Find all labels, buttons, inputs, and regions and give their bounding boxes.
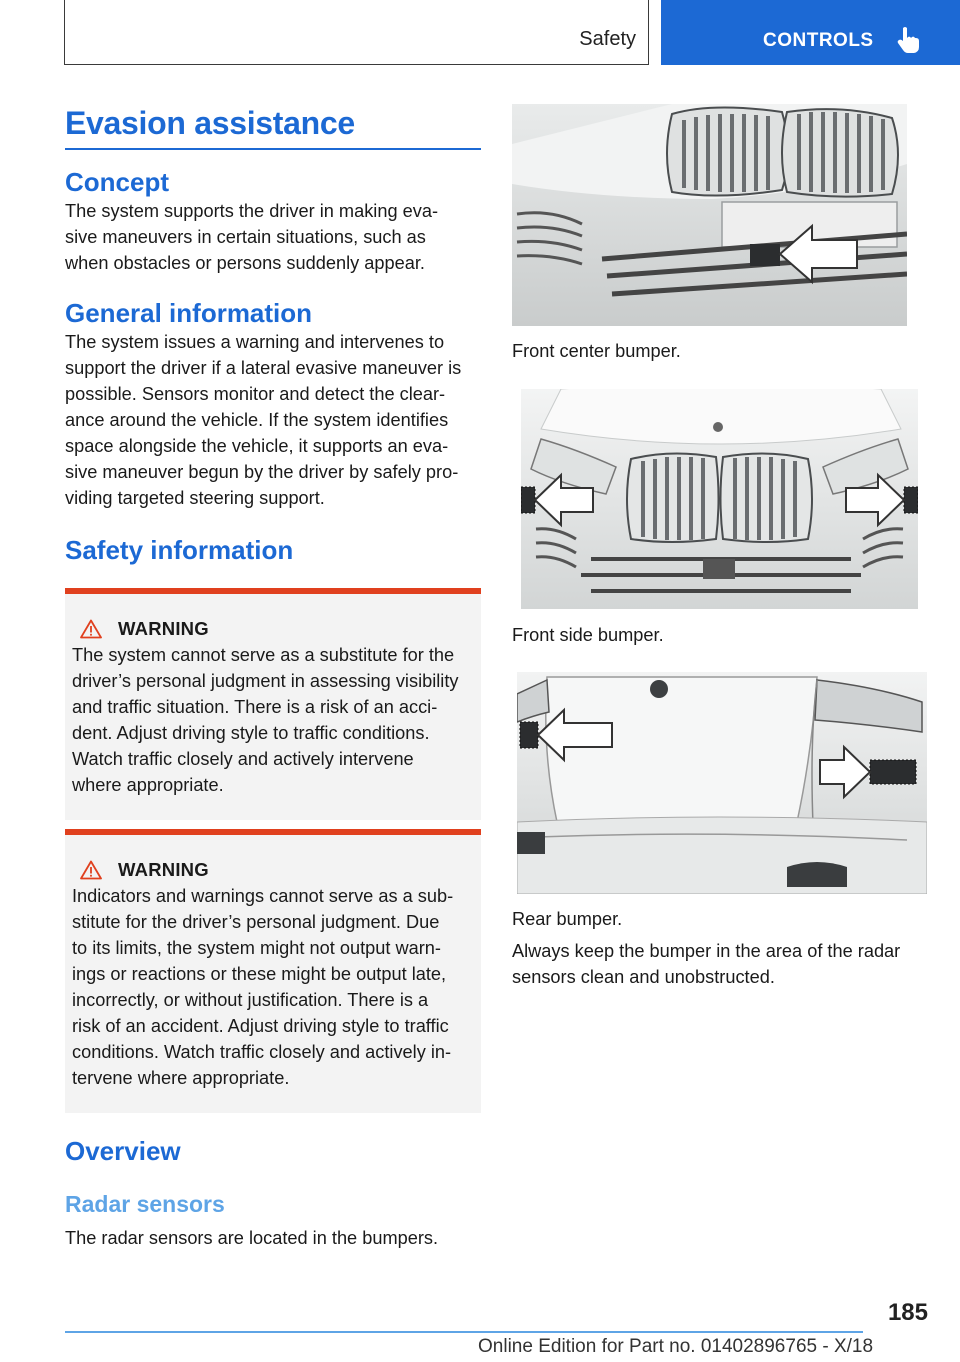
- text-line: sive maneuver begun by the driver by safely pro-: [65, 461, 459, 482]
- hand-pointer-icon: [895, 26, 921, 54]
- text-line: stitute for the driver’s personal judgment. Due: [72, 912, 440, 932]
- footer-edition: Online Edition for Part no. 01402896765 - X/18: [478, 1336, 874, 1357]
- text-line: ance around the vehicle. If the system identifies: [65, 409, 449, 430]
- general-text: [65, 329, 481, 511]
- text-line: space alongside the vehicle, it supports an eva-: [65, 435, 449, 456]
- general-heading: General information: [65, 297, 313, 328]
- text-line: Always keep the bumper in the area of the radar: [512, 941, 901, 961]
- overview-heading: Overview: [65, 1136, 181, 1166]
- header-section-label: Safety: [579, 28, 636, 50]
- text-line: incorrectly, or without justification. There is a: [72, 990, 429, 1010]
- safety-heading: Safety information: [65, 534, 294, 565]
- header-chapter-label: CONTROLS: [763, 30, 874, 51]
- text-line: Indicators and warnings cannot serve as a sub-: [72, 886, 454, 906]
- figure-caption: Front side bumper.: [512, 625, 664, 645]
- text-line: ings or reactions or these might be output late,: [72, 964, 447, 984]
- front-side-bumper-illustration: [521, 389, 918, 609]
- text-line: viding targeted steering support.: [65, 487, 325, 508]
- bumper-care-text: [512, 938, 928, 990]
- header-chapter-tab[interactable]: [661, 0, 960, 65]
- title-rule: [65, 148, 481, 150]
- text-line: driver’s personal judgment in assessing visibility: [72, 671, 459, 691]
- footer-rule: [65, 1331, 863, 1333]
- text-line: sive maneuvers in certain situations, such as: [65, 226, 426, 247]
- warning-header: [72, 857, 473, 883]
- concept-heading: Concept: [65, 166, 169, 197]
- text-line: tervene where appropriate.: [72, 1068, 290, 1088]
- header-section-box: [64, 0, 649, 65]
- left-column: [65, 103, 481, 566]
- text-line: and traffic situation. There is a risk of an acci-: [72, 697, 438, 717]
- warning-title: WARNING: [118, 859, 209, 880]
- warning-text: [72, 642, 473, 798]
- radar-sensors-heading: Radar sensors: [65, 1191, 225, 1217]
- page-title: Evasion assistance: [65, 105, 355, 141]
- text-line: when obstacles or persons suddenly appear.: [65, 252, 425, 273]
- page-number: 185: [887, 1299, 928, 1326]
- text-line: to its limits, the system might not output warn-: [72, 938, 441, 958]
- radar-sensors-text: The radar sensors are located in the bumpers.: [65, 1228, 439, 1248]
- text-line: support the driver if a lateral evasive maneuver is: [65, 357, 462, 378]
- text-line: Watch traffic closely and actively intervene: [72, 749, 414, 769]
- warning-title: WARNING: [118, 618, 209, 639]
- text-line: dent. Adjust driving style to traffic conditions.: [72, 723, 430, 743]
- text-line: conditions. Watch traffic closely and actively in-: [72, 1042, 452, 1062]
- text-line: The system cannot serve as a substitute for the: [72, 645, 455, 665]
- front-center-bumper-illustration: [512, 104, 907, 326]
- text-line: where appropriate.: [72, 775, 224, 795]
- concept-text: [65, 198, 481, 276]
- rear-bumper-illustration: [517, 672, 927, 894]
- warning-box: [65, 588, 481, 820]
- text-line: The system issues a warning and intervenes to: [65, 331, 445, 352]
- warning-header: [72, 616, 473, 642]
- figure-caption: Rear bumper.: [512, 909, 623, 929]
- warning-text: [72, 883, 473, 1091]
- figure-caption: Front center bumper.: [512, 341, 681, 361]
- warning-triangle-icon: [80, 860, 102, 880]
- text-line: The system supports the driver in making eva-: [65, 200, 438, 221]
- text-line: possible. Sensors monitor and detect the clear-: [65, 383, 446, 404]
- warning-box: [65, 829, 481, 1113]
- warning-triangle-icon: [80, 619, 102, 639]
- text-line: sensors clean and unobstructed.: [512, 967, 775, 987]
- text-line: risk of an accident. Adjust driving style to traffic: [72, 1016, 449, 1036]
